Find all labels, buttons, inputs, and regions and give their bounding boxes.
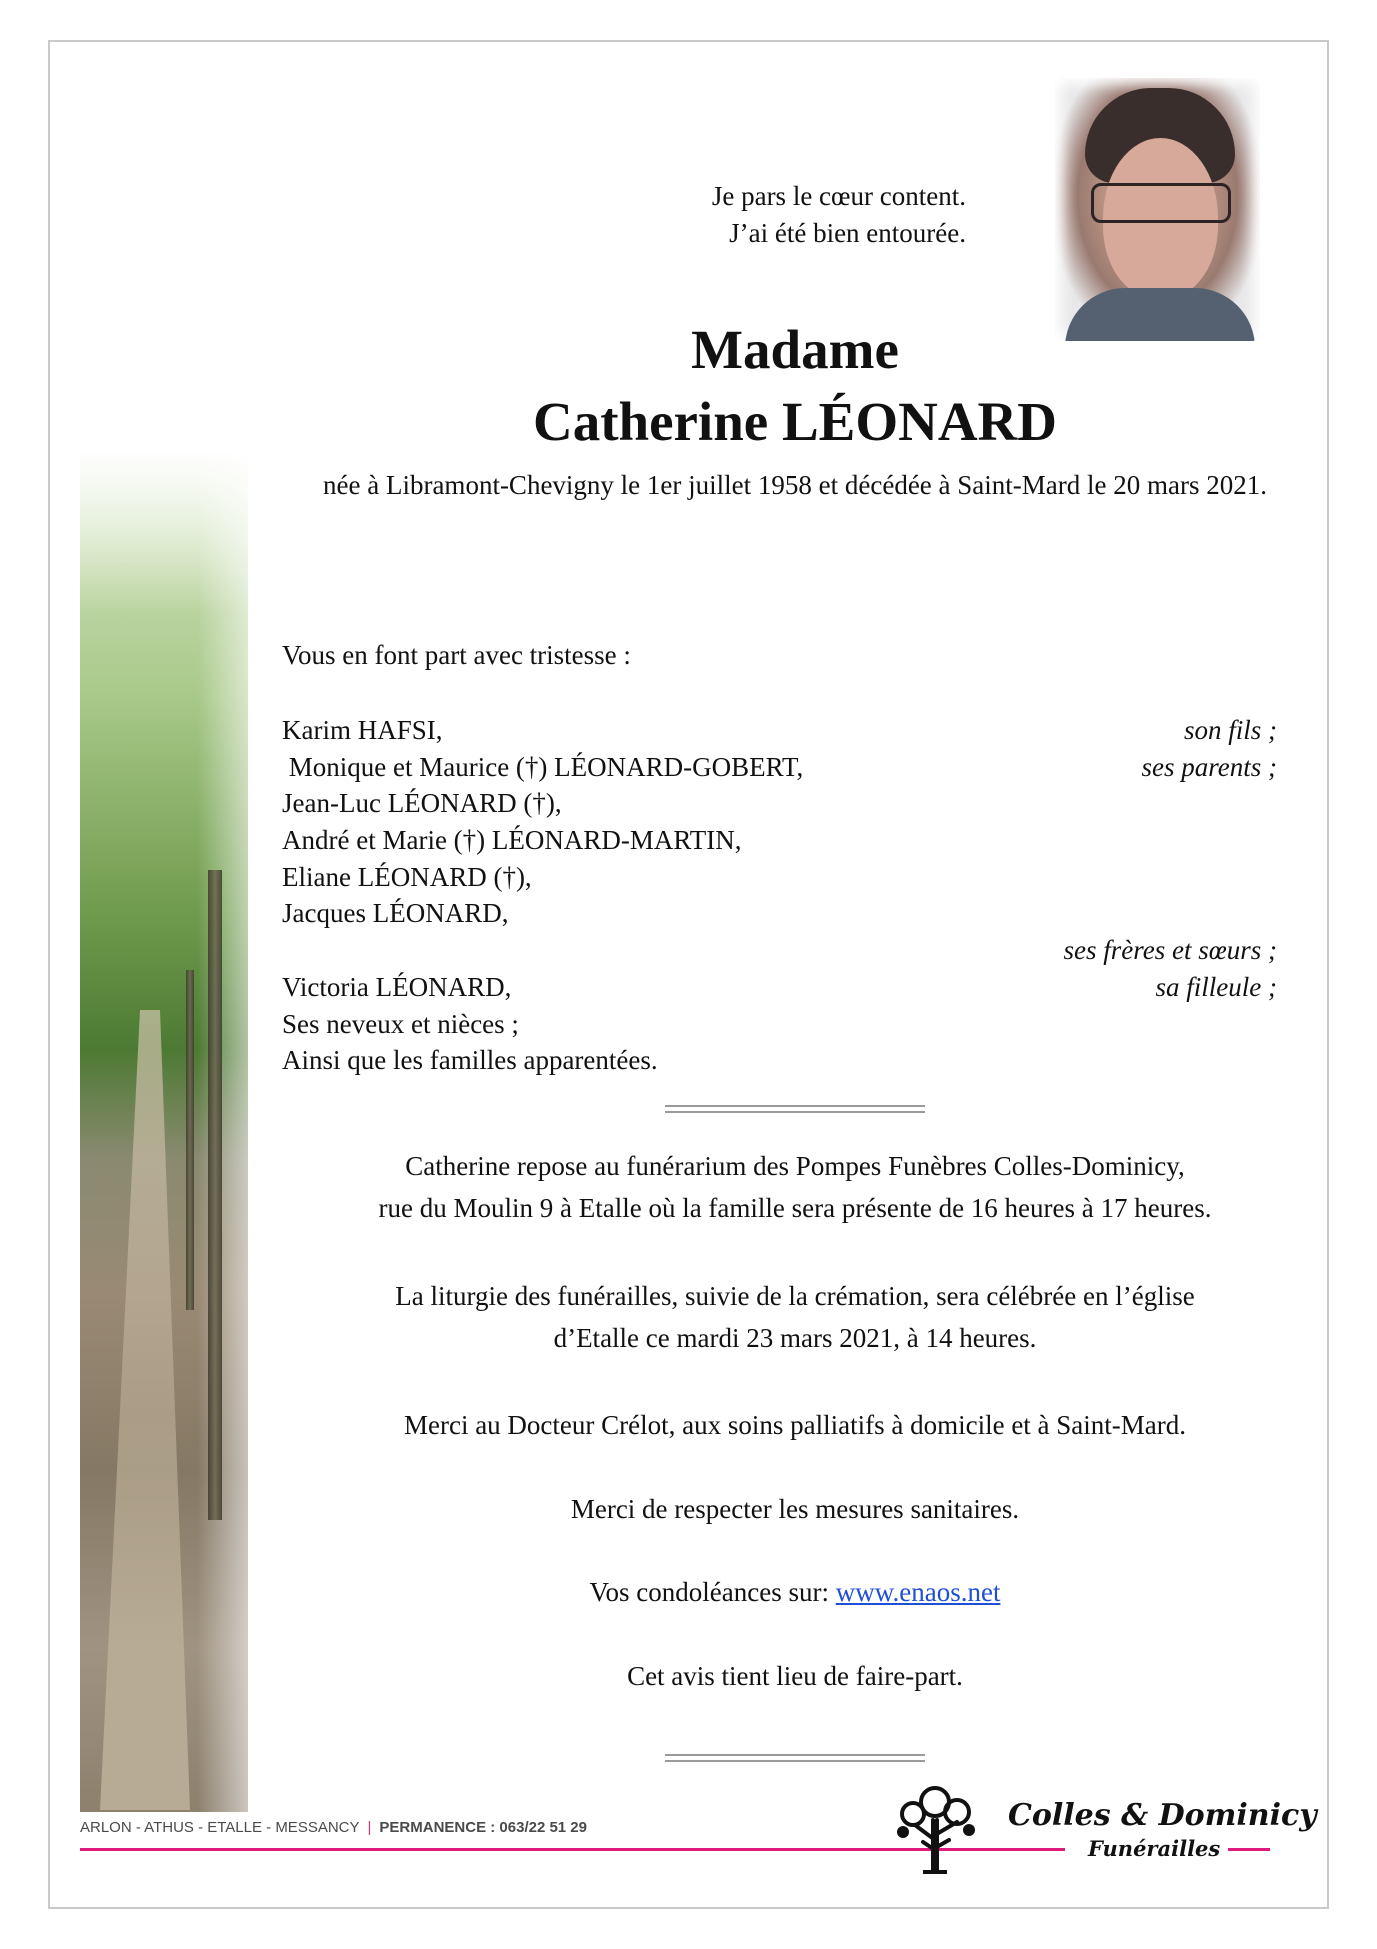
deceased-name: Catherine LÉONARD <box>532 391 1057 452</box>
family-name: André et Marie (†) LÉONARD-MARTIN, <box>282 825 742 856</box>
brand-name: Colles & Dominicy <box>1008 1798 1317 1833</box>
family-name: Karim HAFSI, <box>282 715 443 745</box>
family-row <box>282 785 1277 822</box>
family-row <box>282 749 1277 786</box>
brand-subtitle: Funérailles <box>1080 1836 1228 1861</box>
portrait-glasses <box>1091 183 1231 223</box>
footer-separator: | <box>367 1819 372 1836</box>
liturgie-line: La liturgie des funérailles, suivie de la crémation, sera célébrée en l’église <box>395 1281 1195 1311</box>
faire-part-note: Cet avis tient lieu de faire-part. <box>627 1661 963 1691</box>
family-row <box>282 822 1277 859</box>
tree-trunk <box>208 870 222 1520</box>
family-row <box>282 1006 1277 1043</box>
footer-contact <box>80 1819 587 1836</box>
family-relation: ses frères et sœurs ; <box>1063 935 1277 966</box>
thanks-doctor: Merci au Docteur Crélot, aux soins palliatifs à domicile et à Saint-Mard. <box>403 1410 1187 1440</box>
repose-line: rue du Moulin 9 à Etalle où la famille sera présente de 16 heures à 17 heures. <box>378 1193 1212 1223</box>
family-name: Victoria LÉONARD, <box>282 971 512 1002</box>
footer-locations: ARLON - ATHUS - ETALLE - MESSANCY <box>80 1819 360 1836</box>
condolences-line <box>270 1571 1320 1613</box>
liturgie-line: d’Etalle ce mardi 23 mars 2021, à 14 heures. <box>553 1323 1037 1353</box>
family-name: Ses neveux et nièces ; <box>282 1008 519 1039</box>
family-relation: sa filleule ; <box>1155 971 1277 1002</box>
motto-line: J’ai été bien entourée. <box>729 218 966 248</box>
family-row <box>282 932 1277 969</box>
tree-trunk <box>186 970 194 1310</box>
portrait-photo <box>1055 78 1260 341</box>
repose-line: Catherine repose au funérarium des Pompes Funèbres Colles-Dominicy, <box>405 1151 1185 1181</box>
motto <box>712 178 966 252</box>
liturgie-paragraph <box>270 1275 1320 1359</box>
family-row <box>282 859 1277 896</box>
family-row <box>282 969 1277 1006</box>
family-row <box>282 895 1277 932</box>
condolences-link[interactable]: www.enaos.net <box>835 1577 1001 1607</box>
family-name: Eliane LÉONARD (†), <box>282 861 532 892</box>
double-rule-divider <box>665 1105 925 1113</box>
family-relation: ses parents ; <box>1141 751 1277 782</box>
footer-permanence: PERMANENCE : 063/22 51 29 <box>379 1819 587 1836</box>
family-name: Jean-Luc LÉONARD (†), <box>282 788 562 819</box>
family-name: Monique et Maurice (†) LÉONARD-GOBERT, <box>282 751 804 782</box>
family-row <box>282 712 1277 749</box>
forest-path <box>100 1010 200 1810</box>
family-name: Jacques LÉONARD, <box>282 898 509 929</box>
sanitary-measures: Merci de respecter les mesures sanitaires. <box>570 1494 1020 1524</box>
motto-line: Je pars le cœur content. <box>711 181 966 211</box>
intro-text: Vous en font part avec tristesse : <box>282 640 631 670</box>
condolences-label: Vos condoléances sur: <box>589 1577 836 1607</box>
family-name: Ainsi que les familles apparentées. <box>282 1045 658 1076</box>
family-list <box>282 712 1277 1079</box>
title-honorific: Madame <box>691 319 899 380</box>
repose-paragraph <box>270 1145 1320 1229</box>
tree-logo-icon <box>885 1780 985 1875</box>
double-rule-divider <box>665 1754 925 1762</box>
birth-death-line: née à Libramont-Chevigny le 1er juillet 1958 et décédée à Saint-Mard le 20 mars 2021. <box>323 470 1267 500</box>
family-relation: son fils ; <box>1183 715 1277 745</box>
forest-path-image <box>80 450 248 1812</box>
family-row <box>282 1042 1277 1079</box>
